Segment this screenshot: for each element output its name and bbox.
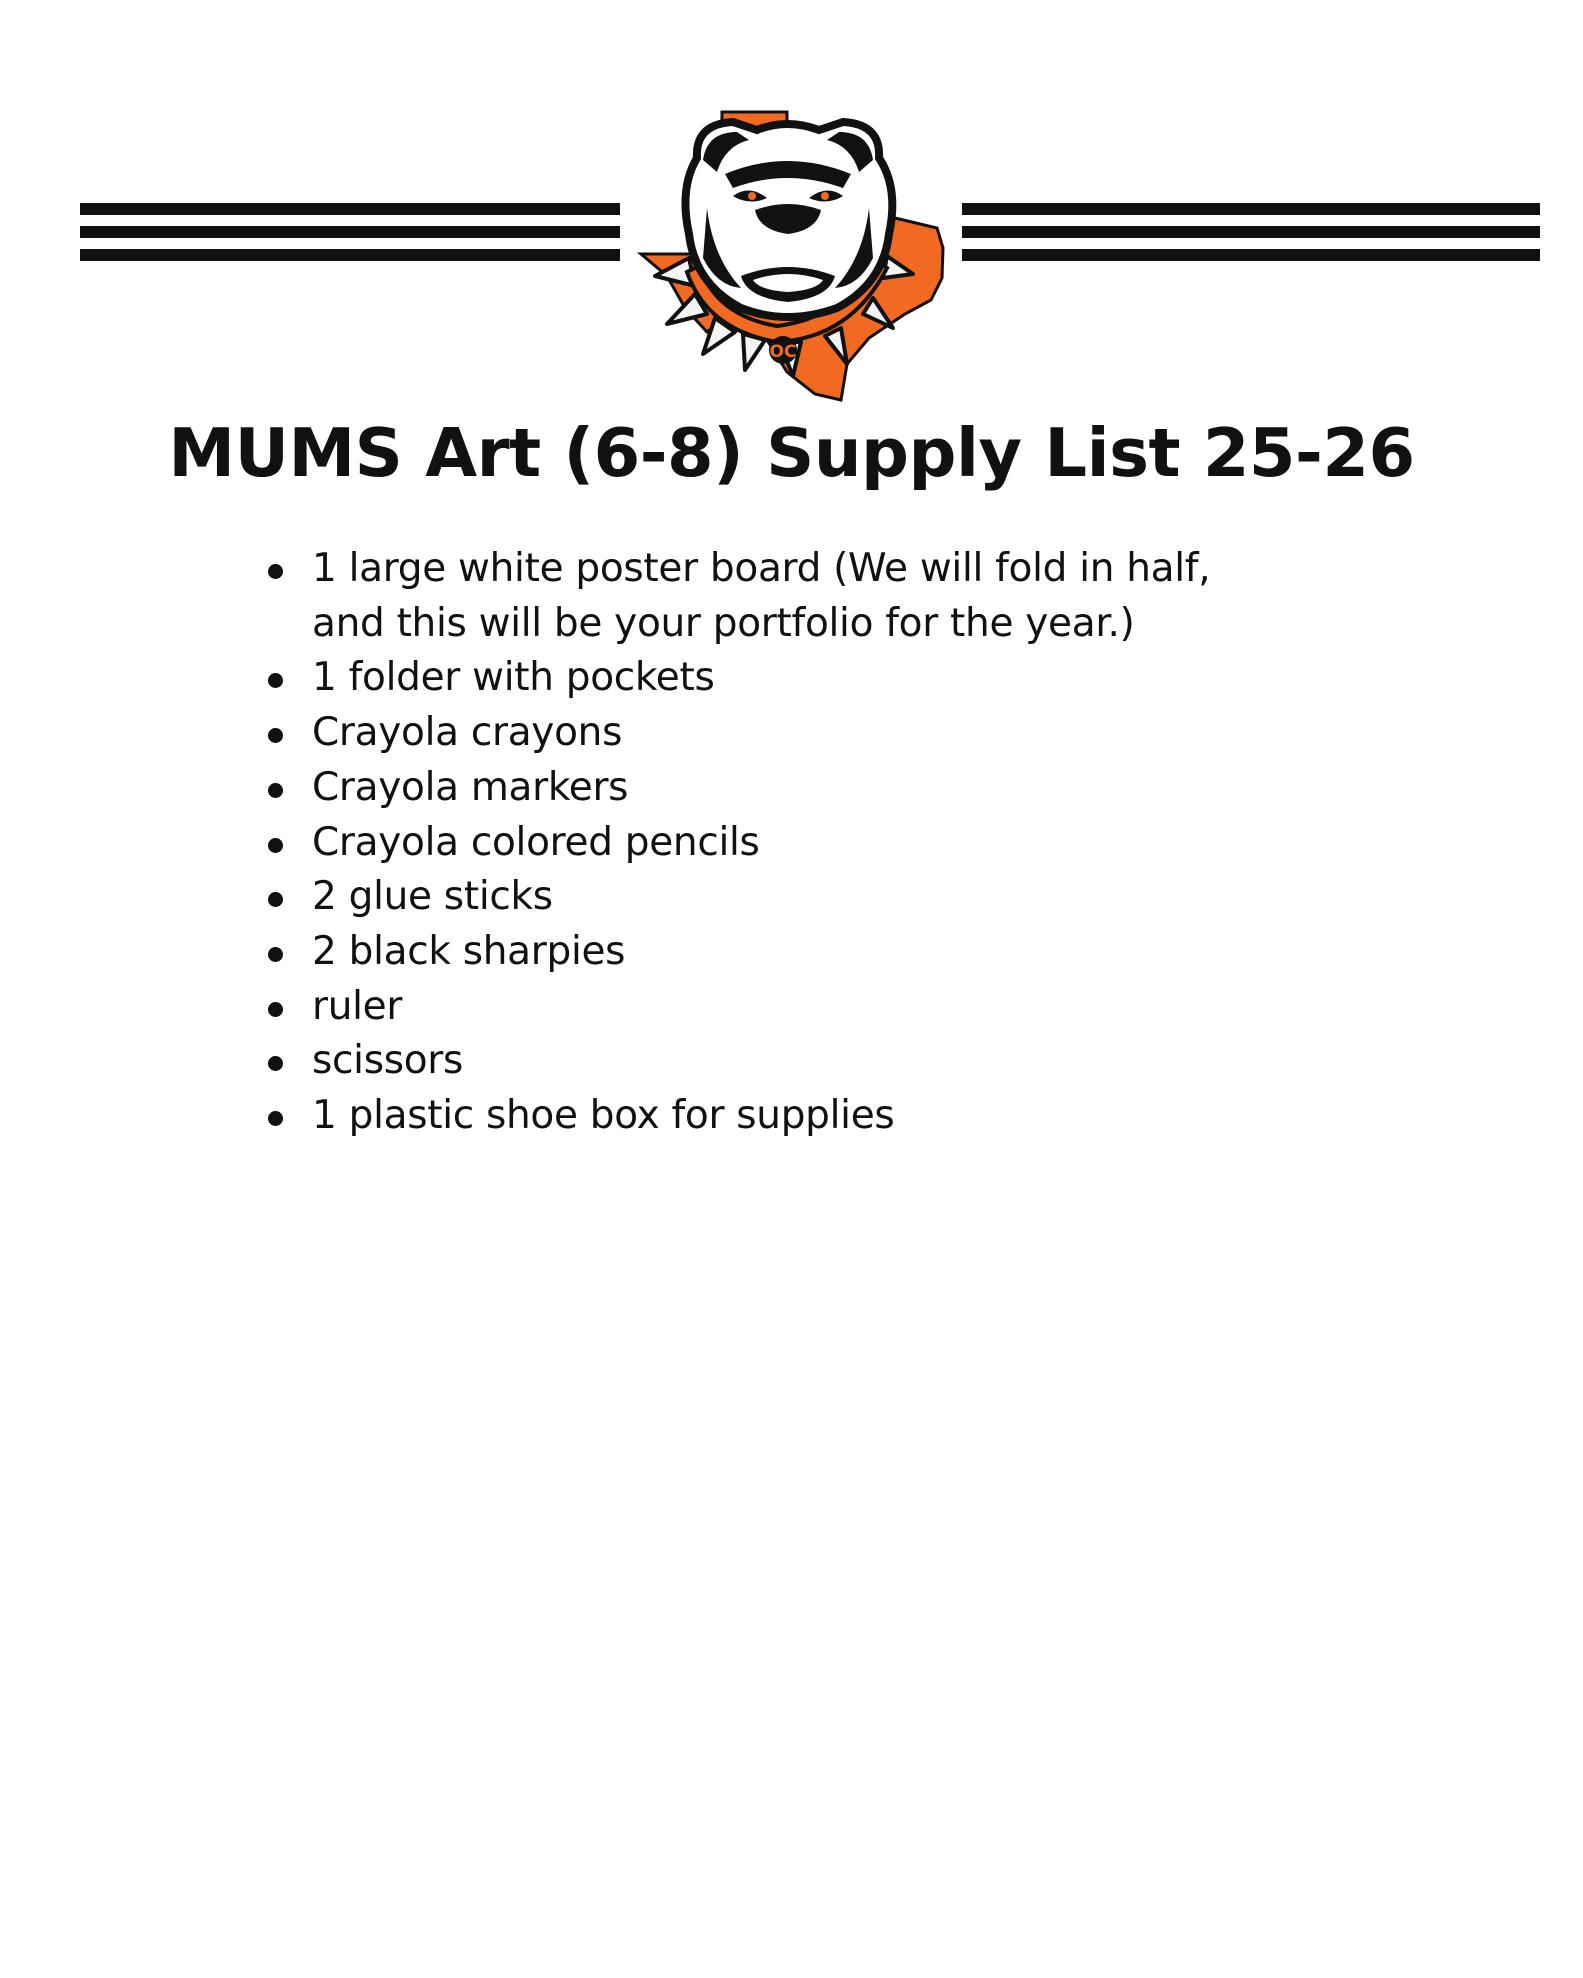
- list-item-text-continued: and this will be your portfolio for the year.): [312, 600, 1135, 646]
- bullet-icon: [268, 1111, 283, 1126]
- stripe: [962, 249, 1540, 261]
- bullet-icon: [268, 673, 283, 688]
- bullet-icon: [268, 728, 283, 743]
- stripe: [962, 203, 1540, 215]
- list-item: [268, 542, 1368, 651]
- bulldog-logo-icon: [637, 108, 947, 404]
- stripe: [80, 249, 620, 261]
- stripe: [80, 226, 620, 238]
- bullet-icon: [268, 564, 283, 579]
- list-item-text: 1 plastic shoe box for supplies: [312, 1093, 895, 1139]
- right-stripes-decoration: [962, 203, 1540, 261]
- bullet-icon: [268, 892, 283, 907]
- left-stripes-decoration: [80, 203, 620, 261]
- list-item-text: 2 glue sticks: [312, 874, 553, 920]
- bullet-icon: [268, 1056, 283, 1071]
- list-item-text: 2 black sharpies: [312, 928, 626, 974]
- list-item: [268, 761, 1368, 816]
- list-item: [268, 1089, 1368, 1144]
- bullet-icon: [268, 838, 283, 853]
- list-item-text: 1 folder with pockets: [312, 655, 715, 701]
- bullet-icon: [268, 947, 283, 962]
- list-item-text: Crayola markers: [312, 764, 629, 810]
- list-item: [268, 1034, 1368, 1089]
- svg-text:OC: OC: [769, 342, 797, 362]
- list-item-text: Crayola colored pencils: [312, 819, 760, 865]
- list-item: [268, 651, 1368, 706]
- supply-list: [268, 542, 1368, 1144]
- list-item: [268, 925, 1368, 980]
- list-item-text: Crayola crayons: [312, 710, 623, 756]
- list-item-text: 1 large white poster board (We will fold in half,: [312, 546, 1211, 591]
- stripe: [962, 226, 1540, 238]
- list-item-text: ruler: [312, 983, 403, 1029]
- list-item-text: scissors: [312, 1038, 464, 1084]
- bullet-icon: [268, 1002, 283, 1017]
- list-item: [268, 706, 1368, 761]
- list-item: [268, 870, 1368, 925]
- bullet-icon: [268, 783, 283, 798]
- stripe: [80, 203, 620, 215]
- page-title: MUMS Art (6-8) Supply List 25-26: [168, 414, 1415, 492]
- list-item: [268, 980, 1368, 1035]
- list-item: [268, 816, 1368, 871]
